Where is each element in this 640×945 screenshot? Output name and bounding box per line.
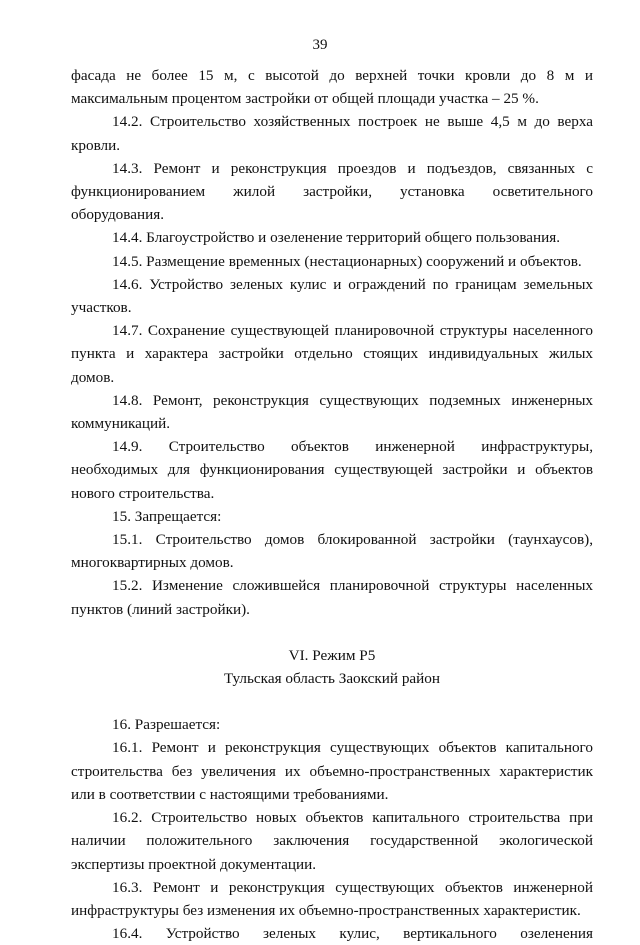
paragraph-15: 15. Запрещается:: [112, 507, 222, 525]
paragraph-14-6: 14.6. Устройство зеленых кулис и ограждений по границам земельных участков.: [71, 275, 593, 317]
paragraph-14-2: 14.2. Строительство хозяйственных построек не выше 4,5 м до верха кровли.: [71, 113, 593, 154]
document-body: [71, 64, 593, 945]
paragraph-14-3: 14.3. Ремонт и реконструкция проездов и подъездов, связанных с функционированием жилой застройки, установка осветительного оборудования.: [71, 159, 593, 224]
paragraph-14-9: 14.9. Строительство объектов инженерной инфраструктуры, необходимых для функционирования существующей застройки и объектов нового строительства.: [71, 438, 593, 502]
paragraph-16-4: 16.4. Устройство зеленых кулис, вертикального озеленения: [112, 925, 593, 943]
section-title: VI. Режим Р5: [288, 646, 376, 664]
paragraph-14-5: 14.5. Размещение временных (нестационарных) сооружений и объектов.: [112, 252, 582, 270]
paragraph-16-1: 16.1. Ремонт и реконструкция существующих объектов капитального строительства без увеличения их объемно-пространственных характеристик или в соответствии с настоящими требованиями.: [71, 739, 593, 803]
page-number: 39: [312, 37, 328, 53]
paragraph-14-4: 14.4. Благоустройство и озеленение территорий общего пользования.: [112, 229, 561, 247]
paragraph-continued: фасада не более 15 м, с высотой до верхней точки кровли до 8 м и максимальным процентом застройки от общей площади участка – 25 %.: [71, 67, 593, 108]
paragraph-14-8: 14.8. Ремонт, реконструкция существующих подземных инженерных коммуникаций.: [71, 391, 593, 433]
paragraph-14-7: 14.7. Сохранение существующей планировочной структуры населенного пункта и характера застройки отдельно стоящих индивидуальных жилых домов.: [71, 322, 593, 386]
paragraph-16-3: 16.3. Ремонт и реконструкция существующих объектов инженерной инфраструктуры без изменения их объемно-пространственных характеристик.: [71, 878, 593, 919]
paragraph-15-2: 15.2. Изменение сложившейся планировочной структуры населенных пунктов (линий застройки).: [71, 577, 593, 618]
section-subtitle: Тульская область Заокский район: [223, 670, 441, 688]
paragraph-15-1: 15.1. Строительство домов блокированной застройки (таунхаусов), многоквартирных домов.: [71, 531, 593, 572]
paragraph-16: 16. Разрешается:: [112, 716, 221, 734]
paragraph-16-2: 16.2. Строительство новых объектов капитального строительства при наличии положительного заключения государственной экологической экспертизы проектной документации.: [71, 809, 593, 873]
